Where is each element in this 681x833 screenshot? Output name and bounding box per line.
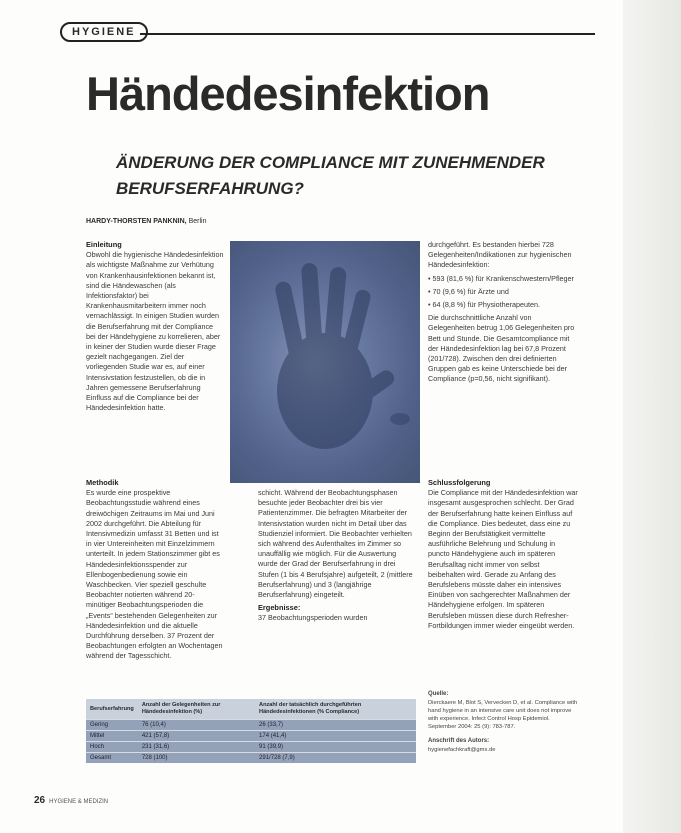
- table-header-cell: Anzahl der Gelegenheiten zur Händedesinfektion (%): [138, 699, 255, 720]
- methodik-text-2: schicht. Während der Beobachtungsphasen besuchte jeder Beobachter drei bis vier Patientenzimmer. Die befragten Mitarbeiter der Intensivstation wurden nicht im Detail über das Studienziel informiert. Die Beobachter verhielten sich während des Aufenthaltes im Zimmer so unauffällig wie möglich. Für die Auswertung wurde der Grad der Berufserfahrung in drei Stufen (1 bis 4 Berufsjahre) aufgeteilt, 2 (mittlere Berufserfahrung) und 3 (langjährige Berufserfahrung) eingeteilt.: [258, 488, 413, 600]
- table-cell: 174 (41,4): [255, 731, 416, 742]
- table-cell: 421 (57,8): [138, 731, 255, 742]
- table-row: [86, 720, 416, 731]
- table-header-cell: Berufserfahrung: [86, 699, 138, 720]
- table-cell: 26 (33,7): [255, 720, 416, 731]
- column-schluss: [428, 478, 578, 686]
- author-line: [86, 218, 206, 225]
- schluss-heading: Schlussfolgerung: [428, 478, 491, 487]
- hand-silhouette: [230, 241, 420, 483]
- table-cell: 231 (31,6): [138, 742, 255, 753]
- ergebnisse-text: 37 Beobachtungsperioden wurden: [258, 613, 368, 623]
- column-methodik-cont: [258, 488, 416, 686]
- page-number: 26: [34, 795, 46, 806]
- ergebnisse-list-1: • 593 (81,6 %) für Krankenschwestern/Pfleger: [428, 273, 574, 283]
- ergebnisse-list-3: • 64 (8,8 %) für Physiotherapeuten.: [428, 300, 540, 310]
- source-text: Dierckaere M, Blot S, Vervecken D, et al. Compliance with hand hygiene in an intensive care unit does not improve with experience. Infect Control Hosp Epidemiol. September 2004: 25 (9): 783-787.: [428, 700, 578, 730]
- table-row: [86, 742, 416, 753]
- einleitung-heading: Einleitung: [86, 240, 122, 249]
- table-cell: Gering: [86, 720, 138, 731]
- contact-text: hygienefachkraft@gmx.de: [428, 747, 496, 753]
- ergebnisse-text-2: durchgeführt. Es bestanden hierbei 728 Gelegenheiten/Indikationen zur hygienischen Händedesinfektion:: [428, 240, 572, 270]
- table-header-row: [86, 699, 416, 720]
- table-row: [86, 731, 416, 742]
- table-cell: Mittel: [86, 731, 138, 742]
- table-header-cell: Anzahl der tatsächlich durchgeführten Händedesinfektionen (% Compliance): [255, 699, 416, 720]
- article-subtitle: ÄNDERUNG DER COMPLIANCE MIT ZUNEHMENDER BERUFSERFAHRUNG?: [116, 153, 545, 198]
- journal-name: HYGIENE & MEDIZIN: [49, 799, 109, 805]
- contact-heading: Anschrift des Autors:: [428, 738, 490, 744]
- page-edge-shadow: [623, 0, 681, 833]
- page-footer: [34, 795, 108, 806]
- methodik-heading: Methodik: [86, 478, 119, 487]
- author-name: HARDY-THORSTEN PANKNIN,: [86, 218, 187, 225]
- source-heading: Quelle:: [428, 691, 449, 697]
- ergebnisse-heading: Ergebnisse:: [258, 603, 301, 613]
- table-cell: 728 (100): [138, 753, 255, 764]
- table-cell: 76 (10,4): [138, 720, 255, 731]
- hand-print-image: [230, 241, 420, 483]
- table-cell: Gesamt: [86, 753, 138, 764]
- column-einleitung: [86, 240, 224, 472]
- source-box: [428, 690, 578, 754]
- table-row: [86, 753, 416, 764]
- methodik-text: Es wurde eine prospektive Beobachtungsstudie während eines dreiwöchigen Zeitraums im Mai und Juni 2002 durchgeführt. Die Abteilung für Intensivmedizin umfasst 31 Betten und ist in vier Untereinheiten mit Einzelzimmern unterteilt. In jedem Stationszimmer gibt es Händedesinfektionsspender zur Ellenbogenbedienung sowie ein Waschbecken. Vier speziell geschulte Beobachter notierten während 20-minütiger Beobachtungsperioden die „Events“ bestehenden Gelegenheiten zur Händedesinfektion und die aktuelle Durchführung derselben. 37 Prozent der Beobachtungen erfolgten an Wochentagen während der Tagesschicht.: [86, 488, 223, 661]
- article-title: Händedesinfektion: [86, 67, 490, 120]
- ergebnisse-text-3: Die durchschnittliche Anzahl von Gelegenheiten betrug 1,06 Gelegenheiten pro Bett und Stunde. Die Gesamtcompliance mit der Händedesinfektion lag bei 67,8 Prozent (201/728). Zwischen den drei definierten Gruppen gab es keine Unterschiede bei der Compliance (p=0,56, nicht signifikant).: [428, 313, 575, 384]
- header-rule: [140, 33, 595, 35]
- section-tag: HYGIENE: [60, 22, 148, 42]
- column-methodik: [86, 478, 224, 686]
- ergebnisse-list-2: • 70 (9,6 %) für Ärzte und: [428, 286, 509, 296]
- column-ergebnisse-cont: [428, 240, 578, 470]
- compliance-table: [86, 699, 416, 763]
- schluss-text: Die Compliance mit der Händedesinfektion war insgesamt ausgesprochen schlecht. Der Grad der Berufserfahrung hatte keinen Einfluss auf die Compliance. Dies bedeutet, dass eine zu Beginn der Berufstätigkeit vermittelte ausführliche Belehrung und Schulung in puncto Händehygiene auch im späteren Berufsalltag nicht immer von selbst beibehalten wird. Gerade zu Anfang des Berufslebens müsste daher ein intensives Einüben von sachgerechter Maßnahmen der Händehygiene erfolgen. Im späteren Berufsleben müssen diese durch Refresher-Fortbildungen immer wieder eingeübt werden.: [428, 488, 578, 630]
- einleitung-text: Obwohl die hygienische Händedesinfektion als wichtigste Maßnahme zur Verhütung von Krankenhausinfektionen bekannt ist, sind die Händewaschen (als Infektionsfaktor) bei Krankenhausmitarbeitern immer noch vernachlässigt. In einigen Studien wurden die Berufserfahrung mit der Compliance bei der Händehygiene zu korrelieren, aber in keiner der Studien wurde dieser Frage gezielt nachgegangen. Ziel der vorliegenden Studie war es, auf einer Intensivstation festzustellen, ob die in Jahren gemessene Berufserfahrung Einfluss auf die Compliance bei der Händedesinfektion hatte.: [86, 250, 224, 413]
- table-cell: Hoch: [86, 742, 138, 753]
- author-city: Berlin: [188, 218, 207, 225]
- table-cell: 91 (39,9): [255, 742, 416, 753]
- table-cell: 291/728 (7,9): [255, 753, 416, 764]
